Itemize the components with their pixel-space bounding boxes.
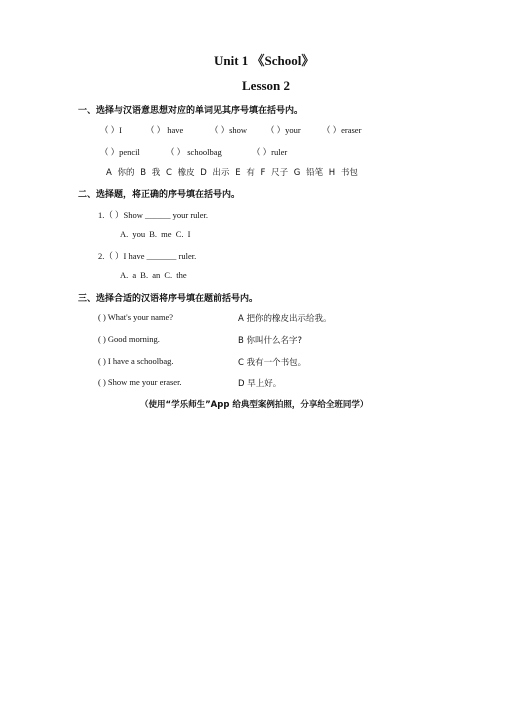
vocab-item: （ ） have bbox=[146, 125, 184, 135]
vocab-item: （ ）show bbox=[210, 125, 248, 135]
question-2-options: A. a B. an C. the bbox=[120, 270, 187, 280]
vocab-item: （ ）pencil bbox=[100, 147, 140, 157]
matching-item-cn: A 把你的橡皮出示给我。 bbox=[238, 314, 332, 324]
matching-item-en: ( ) Good morning. bbox=[98, 334, 160, 344]
matching-item-en: ( ) Show me your eraser. bbox=[98, 377, 182, 387]
matching-item-cn: D 早上好。 bbox=[238, 379, 282, 389]
page-title: Unit 1 《School》 bbox=[214, 53, 315, 68]
section-1-heading: 一、选择与汉语意思想对应的单词见其序号填在括号内。 bbox=[78, 106, 304, 116]
matching-item-en: ( ) What's your name? bbox=[98, 312, 174, 322]
matching-item-en: ( ) I have a schoolbag. bbox=[98, 356, 174, 366]
question-2: 2.（ ）I have _______ ruler. bbox=[98, 251, 197, 261]
vocab-item: （ ）ruler bbox=[252, 147, 288, 157]
matching-item-cn: B 你叫什么名字? bbox=[238, 336, 303, 346]
vocab-item: （ ）I bbox=[100, 125, 122, 135]
vocab-options: A 你的 B 我 C 橡皮 D 出示 E 有 F 尺子 G 铅笔 H 书包 bbox=[106, 168, 358, 178]
section-3-heading: 三、选择合适的汉语将序号填在题前括号内。 bbox=[78, 294, 259, 304]
footer-note: （使用“学乐师生”App 给典型案例拍照，分享给全班同学） bbox=[140, 400, 369, 410]
lesson-title: Lesson 2 bbox=[242, 78, 291, 93]
matching-item-cn: C 我有一个书包。 bbox=[238, 358, 307, 368]
vocab-item: （ ）your bbox=[266, 125, 301, 135]
section-2-heading: 二、选择题，将正确的序号填在括号内。 bbox=[78, 190, 241, 200]
question-1: 1.（ ）Show ______ your ruler. bbox=[98, 210, 209, 220]
question-1-options: A. you B. me C. I bbox=[120, 229, 191, 239]
vocab-item: （ ）eraser bbox=[322, 125, 362, 135]
vocab-item: （ ） schoolbag bbox=[166, 147, 222, 157]
